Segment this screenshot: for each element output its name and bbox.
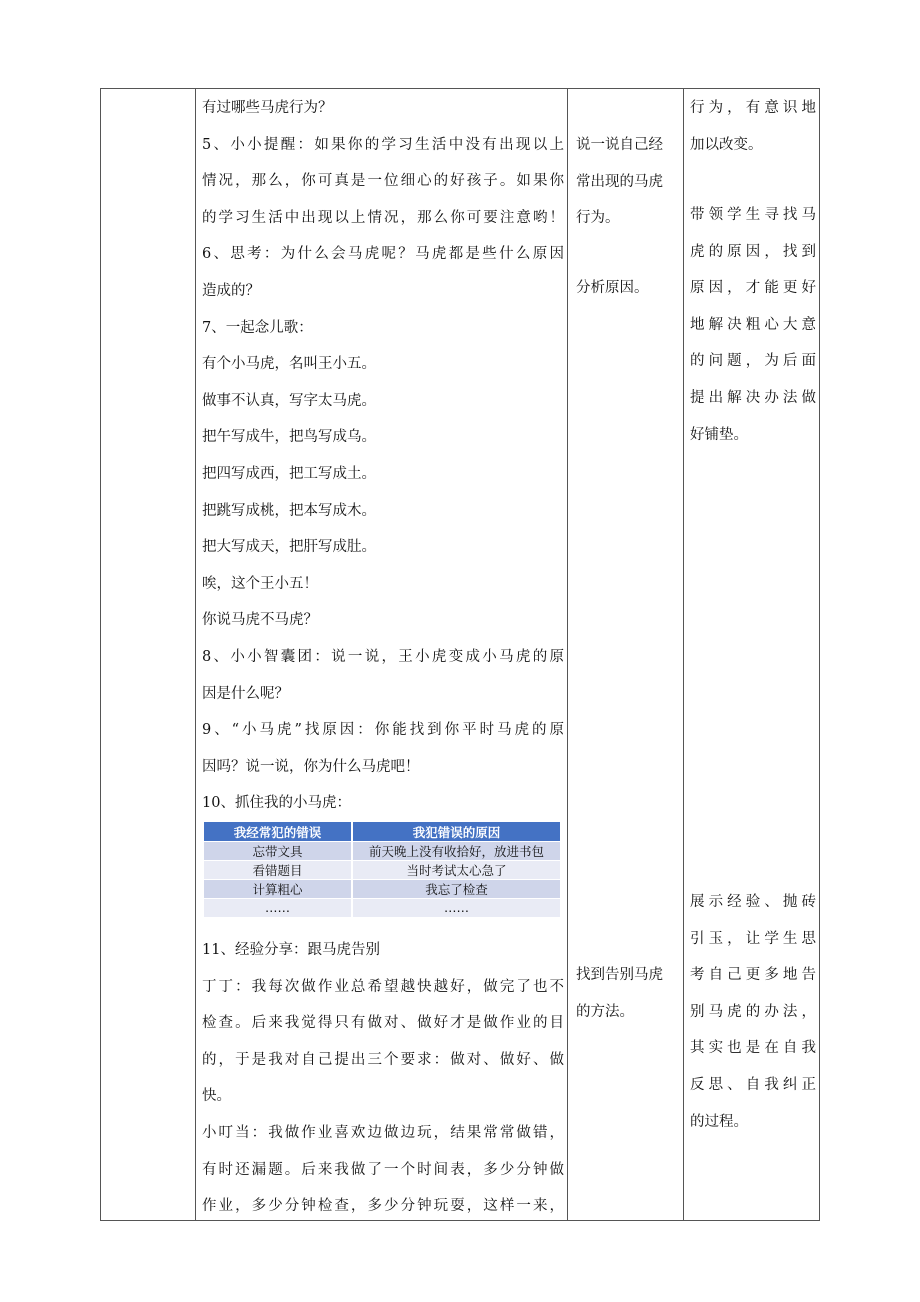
- table-cell: 当时考试太心急了: [352, 861, 560, 880]
- text-line: 虎的原因，找到: [690, 243, 816, 260]
- text-line: 分析原因。: [576, 280, 649, 296]
- text-line: 别马虎的办法，: [690, 1003, 816, 1020]
- header-reason: 我犯错误的原因: [352, 822, 560, 842]
- text-line: 的方法。: [576, 1003, 634, 1020]
- text-line: 提出解决办法做: [690, 389, 816, 406]
- intent-column-c: [690, 884, 816, 1140]
- student-column-a: [576, 127, 676, 237]
- text-line: 快。: [202, 1088, 231, 1105]
- text-line: 的问题，为后面: [690, 353, 816, 370]
- column-divider-3: [683, 88, 684, 1221]
- text-line: 加以改变。: [690, 136, 763, 153]
- text-line: 造成的？: [202, 282, 260, 299]
- text-line: 把跳写成桃，把本写成木。: [202, 502, 376, 519]
- text-line: 的学习生活中出现以上情况，那么你可要注意哟！: [202, 209, 564, 226]
- text-line: 说一说自己经: [576, 137, 663, 153]
- text-line: 找到告别马虎: [576, 967, 663, 983]
- mistakes-table: [204, 822, 560, 917]
- table-row: [204, 899, 560, 917]
- text-line: 丁丁：我每次做作业总希望越快越好，做完了也不: [202, 978, 564, 995]
- text-line: 把午写成牛，把鸟写成乌。: [202, 429, 376, 446]
- mistakes-table-header: [204, 822, 560, 842]
- table-row: [204, 880, 560, 899]
- table-row: [204, 861, 560, 880]
- intent-column-b: [690, 197, 816, 453]
- text-line: 有过哪些马虎行为？: [202, 100, 333, 116]
- text-line: 做事不认真，写字太马虎。: [202, 392, 376, 409]
- text-line: 小叮当：我做作业喜欢边做边玩，结果常常做错，: [202, 1124, 564, 1141]
- student-column-b: [576, 270, 676, 307]
- text-line: 反思、自我纠正: [690, 1076, 816, 1093]
- text-line: 有个小马虎，名叫王小五。: [202, 356, 376, 373]
- intent-column-a: [690, 90, 816, 163]
- column-divider-2: [567, 88, 568, 1221]
- text-line: 把四写成西，把工写成土。: [202, 465, 376, 482]
- text-line: 你说马虎不马虎？: [202, 612, 318, 629]
- activity-column-continued: [202, 932, 564, 1225]
- text-line: 9、“小马虎”找原因：你能找到你平时马虎的原: [202, 722, 564, 739]
- text-line: 原因，才能更好: [690, 280, 816, 297]
- text-line: 11、经验分享：跟马虎告别: [202, 942, 380, 958]
- text-line: 唉，这个王小五！: [202, 575, 318, 592]
- text-line: 展示经验、抛砖: [690, 894, 816, 910]
- activity-column: [202, 90, 564, 822]
- table-cell: 忘带文具: [204, 842, 352, 861]
- text-line: 其实也是在自我: [690, 1040, 816, 1057]
- column-divider-1: [195, 88, 196, 1221]
- text-line: 行为，有意识地: [690, 100, 816, 116]
- table-cell: 计算粗心: [204, 880, 352, 899]
- text-line: 8、小小智囊团：说一说，王小虎变成小马虎的原: [202, 648, 564, 665]
- text-line: 作业，多少分钟检查，多少分钟玩耍，这样一来，: [202, 1198, 564, 1215]
- table-cell: ……: [352, 899, 560, 917]
- text-line: 的过程。: [690, 1113, 748, 1130]
- table-cell: 我忘了检查: [352, 880, 560, 899]
- header-mistake: 我经常犯的错误: [204, 822, 352, 842]
- text-line: 10、抓住我的小马虎：: [202, 795, 351, 812]
- text-line: 常出现的马虎: [576, 173, 663, 190]
- text-line: 因吗？说一说，你为什么马虎吧！: [202, 758, 420, 775]
- text-line: 5、小小提醒：如果你的学习生活中没有出现以上: [202, 136, 564, 153]
- text-line: 的，于是我对自己提出三个要求：做对、做好、做: [202, 1051, 564, 1068]
- table-cell: 看错题目: [204, 861, 352, 880]
- text-line: 带领学生寻找马: [690, 207, 816, 223]
- text-line: 有时还漏题。后来我做了一个时间表，多少分钟做: [202, 1161, 564, 1178]
- text-line: 6、思考：为什么会马虎呢？马虎都是些什么原因: [202, 246, 564, 263]
- text-line: 地解决粗心大意: [690, 316, 816, 333]
- text-line: 考自己更多地告: [690, 967, 816, 984]
- table-cell: ……: [204, 899, 352, 917]
- table-row: [204, 842, 560, 861]
- text-line: 因是什么呢？: [202, 685, 289, 702]
- text-line: 好铺垫。: [690, 426, 748, 443]
- text-line: 检查。后来我觉得只有做对、做好才是做作业的目: [202, 1015, 564, 1032]
- table-cell: 前天晚上没有收拾好，放进书包: [352, 842, 560, 861]
- text-line: 情况，那么，你可真是一位细心的好孩子。如果你: [202, 173, 564, 190]
- text-line: 把大写成天，把肝写成肚。: [202, 539, 376, 556]
- student-column-c: [576, 957, 676, 1030]
- text-line: 行为。: [576, 210, 620, 227]
- text-line: 引玉，让学生思: [690, 930, 816, 947]
- text-line: 7、一起念儿歌：: [202, 319, 313, 336]
